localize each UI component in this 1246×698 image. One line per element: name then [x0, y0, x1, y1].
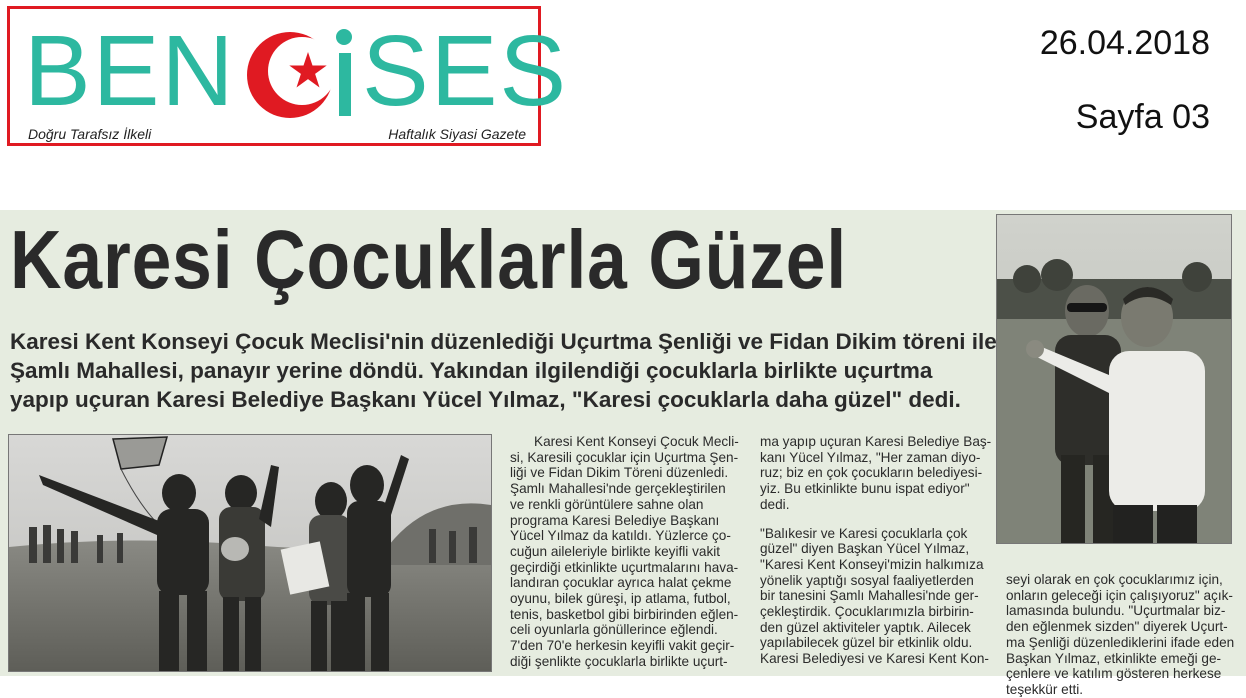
- body-line: yönelik yaptığı sosyal faaliyetlerden: [760, 572, 974, 588]
- body-line: den güzel aktiviteler yaptık. Ailecek: [760, 619, 971, 635]
- body-line: Karesi Belediyesi ve Karesi Kent Kon-: [760, 651, 989, 667]
- brand-i-stem: [339, 53, 351, 116]
- body-line: ruz; biz en çok çocukların belediyesi-: [760, 465, 983, 481]
- body-line: güzel" diyen Başkan Yücel Yılmaz,: [760, 541, 970, 557]
- body-line: den eğlenmek sizden" diyerek Uçurt-: [1006, 619, 1228, 635]
- crescent-star-icon: [242, 27, 338, 119]
- lead-line: Şamlı Mahallesi, panayır yerine döndü. Yakından ilgilendiği çocuklarla birlikte uçurtma: [10, 358, 933, 383]
- article-headline: Karesi Çocuklarla Güzel: [10, 213, 848, 306]
- body-line: landıran çocuklar ayrıca halat çekme: [510, 575, 732, 591]
- body-line: ma yapıp uçuran Karesi Belediye Baş-: [760, 434, 992, 449]
- body-line: geçirdiği etkinlikte uçurtmalarını hava-: [510, 559, 739, 575]
- tagline-left: Doğru Tarafsız İlkeli: [28, 126, 152, 142]
- article-column-1: [510, 434, 739, 670]
- body-line: "Karesi Kent Konseyi'mizin halkımıza: [760, 556, 984, 572]
- issue-date: 26.04.2018: [1039, 24, 1210, 62]
- kite-festival-photo: [8, 434, 492, 672]
- body-line: bir tanesini Şamlı Mahallesi'nde ger-: [760, 588, 979, 604]
- body-line: teşekkür etti.: [1006, 681, 1084, 697]
- body-line: ve renkli görüntülere sahne olan: [510, 496, 704, 512]
- brand-text-right: SES: [362, 15, 569, 127]
- brand-text-left: BEN: [24, 15, 236, 127]
- mayor-illustration: [997, 215, 1231, 543]
- brand-i-dot: [336, 29, 352, 45]
- body-line: yiz. Bu etkinlikte bunu ispat ediyor": [760, 481, 970, 497]
- body-line: si, Karesili çocuklar için Uçurtma Şen-: [510, 449, 739, 465]
- body-line: cuğun aileleriyle birlikte keyifli vakit: [510, 543, 721, 559]
- body-line: Başkan Yılmaz, etkinlikte emeği ge-: [1006, 650, 1222, 666]
- body-line: yapılabilecek güzel bir etkinlik oldu.: [760, 635, 973, 651]
- body-line: çekleştirdik. Çocuklarımızla birbirin-: [760, 604, 974, 620]
- issue-page: Sayfa 03: [1075, 98, 1210, 136]
- body-line: programa Karesi Belediye Başkanı: [510, 512, 720, 528]
- body-line: Şamlı Mahallesi'nde gerçekleştirilen: [510, 481, 726, 497]
- body-line: onların geleceği için çalışıyoruz" açık-: [1006, 587, 1233, 603]
- body-line: Yücel Yılmaz da katıldı. Yüzlerce ço-: [510, 528, 731, 544]
- body-line: tenis, basketbol gibi birbirinden eğlen-: [510, 606, 739, 622]
- article-lead: [10, 327, 997, 414]
- body-line: Karesi Kent Konseyi Çocuk Mecli-: [534, 434, 739, 449]
- body-line: dedi.: [760, 496, 790, 512]
- mayor-photo: [996, 214, 1232, 544]
- body-line: "Balıkesir ve Karesi çocuklarla çok: [760, 525, 968, 541]
- lead-line: yapıp uçuran Karesi Belediye Başkanı Yücel Yılmaz, "Karesi çocuklarla daha güzel" dedi.: [10, 387, 961, 412]
- article-clipping: [0, 210, 1246, 697]
- body-line: ma Şenliği düzenlediklerini ifade eden: [1006, 634, 1235, 650]
- body-line: celi oyunlarla gönüllerince eğlendi.: [510, 622, 718, 638]
- article-column-2: [760, 434, 991, 667]
- article-column-3: [1006, 572, 1234, 698]
- brand-wordmark: [24, 15, 569, 127]
- body-line: 7'den 70'e herkesin keyifli vakit geçir-: [510, 638, 735, 654]
- lead-line: Karesi Kent Konseyi Çocuk Meclisi'nin düzenlediği Uçurtma Şenliği ve Fidan Dikim töreni ile: [10, 329, 997, 354]
- body-line: çenlere ve katılım gösteren herkese: [1006, 666, 1222, 682]
- tagline-right: Haftalık Siyasi Gazete: [388, 126, 526, 142]
- body-line: liği ve Fidan Dikim Töreni düzenledi.: [510, 465, 729, 481]
- kite-festival-illustration: [9, 435, 491, 671]
- body-line: lamasında bulundu. "Uçurtmalar biz-: [1006, 603, 1226, 619]
- body-line: kanı Yücel Yılmaz, "Her zaman diyo-: [760, 449, 981, 465]
- body-line: diği şenlikte çocuklarla birlikte uçurt-: [510, 653, 728, 669]
- body-line: oyunu, bilek güreşi, ip atlama, futbol,: [510, 591, 731, 607]
- masthead-logo: [7, 6, 569, 146]
- body-line: seyi olarak en çok çocuklarımız için,: [1006, 572, 1223, 587]
